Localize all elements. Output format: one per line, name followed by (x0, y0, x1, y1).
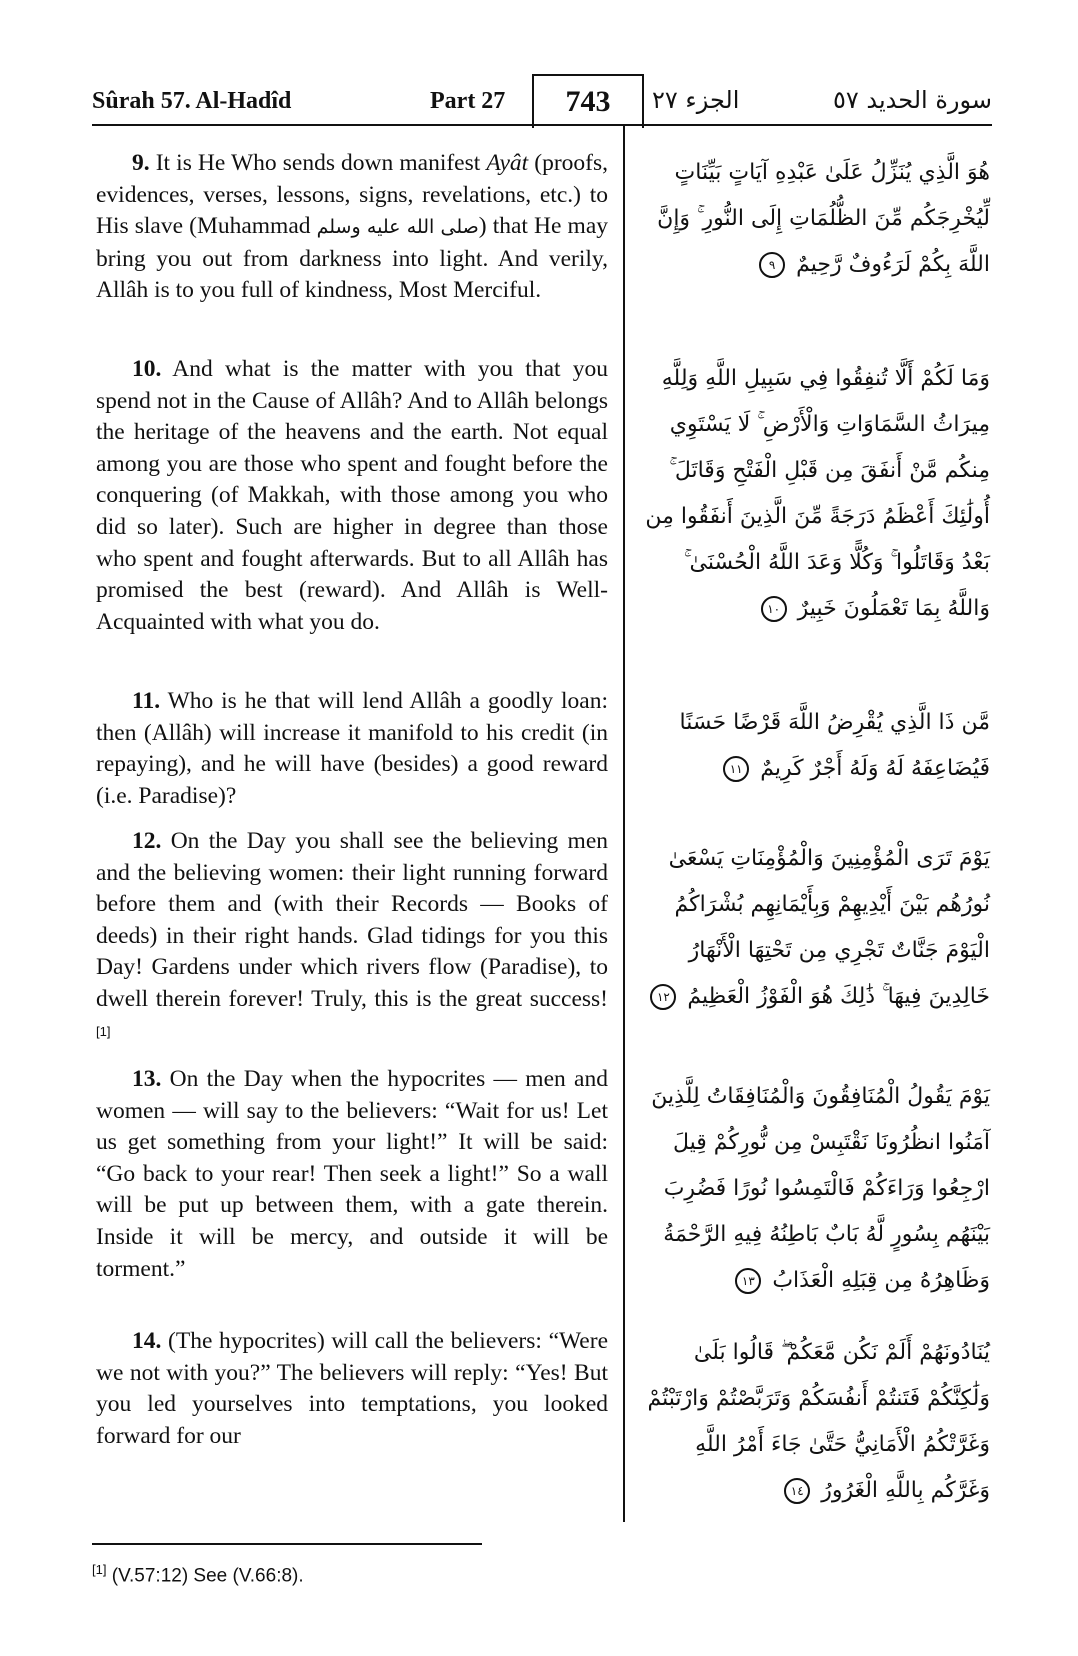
ayah-end-marker: ٩ (759, 252, 785, 278)
verse-text: On the Day you shall see the believing men and the believing women: their light running forward before them and (with their Records — Books of deeds) in their right hands. Glad tidings for you this Day! Gardens under which rivers flow (Paradise), to dwell therein forever! Truly, this is the great success! (96, 828, 608, 1012)
verse-12-translation (96, 826, 608, 1054)
verse-12-arabic (640, 836, 990, 1020)
verse-11-arabic (640, 700, 990, 792)
verse-text: Who is he that will lend Allâh a goodly loan: then (Allâh) will increase it manifold to his credit (in repaying), and he will have (besides) a good reward (i.e. Paradise)? (96, 688, 608, 809)
verse-11-translation (96, 686, 608, 812)
verse-number: 14. (132, 1328, 162, 1354)
verse-13-translation (96, 1064, 608, 1285)
verse-number: 12. (132, 828, 162, 854)
page-number: 743 (532, 74, 644, 128)
column-divider (623, 124, 625, 1522)
ayah-end-marker: ١٢ (650, 984, 676, 1010)
verse-text-end: ) that He may bring you out from darkness into light. And verily, Allâh is to you full of kindness, Most Merciful. (96, 213, 609, 304)
verse-10-translation (96, 354, 608, 638)
verse-number: 11. (132, 688, 161, 714)
salawat: صلى الله عليه وسلم (316, 216, 479, 239)
ayah-end-marker: ١٠ (761, 596, 787, 622)
footnote-rule (92, 1543, 482, 1545)
header-rule (92, 124, 992, 126)
arabic-text: يُنَادُونَهُمْ أَلَمْ نَكُن مَّعَكُمْ ۖ قَالُوا بَلَىٰ وَلَٰكِنَّكُمْ فَتَنتُمْ أَنفُسَكُمْ وَتَرَبَّصْتُمْ وَارْتَبْتُمْ وَغَرَّتْكُمُ الْأَمَانِيُّ حَتَّىٰ جَاءَ أَمْرُ اللَّهِ وَغَرَّكُم بِاللَّهِ الْغَرُورُ (647, 1340, 990, 1503)
verse-text: On the Day when the hypocrites — men and women — will say to the believers: “Wait for us! Let us get something from your light!” It will be said: “Go back to your rear! Then seek a light!” So a wall will be put up between them, with a gate therein. Inside it will be mercy, and outside it will be torment.” (96, 1066, 608, 1282)
verse-14-arabic (640, 1330, 990, 1514)
verse-text: And what is the matter with you that you spend not in the Cause of Allâh? And to Allâh belongs the heritage of the heavens and the earth. Not equal among you are those who spent and fought before the conquering (of Makkah, with those among you who did so later). Such are higher in degree than those who spent and fought afterwards. But to all Allâh has promised the best (reward). And Allâh is Well-Acquainted with what you do. (96, 356, 608, 635)
arabic-text: يَوْمَ يَقُولُ الْمُنَافِقُونَ وَالْمُنَافِقَاتُ لِلَّذِينَ آمَنُوا انظُرُونَا نَقْتَبِسْ مِن نُّورِكُمْ قِيلَ ارْجِعُوا وَرَاءَكُمْ فَالْتَمِسُوا نُورًا فَضُرِبَ بَيْنَهُم بِسُورٍ لَّهُ بَابٌ بَاطِنُهُ فِيهِ الرَّحْمَةُ وَظَاهِرُهُ مِن قِبَلِهِ الْعَذَابُ (651, 1084, 990, 1293)
part-label-en: Part 27 (430, 88, 506, 114)
verse-italic-term: Ayât (486, 150, 529, 176)
verse-9-arabic (640, 150, 990, 288)
arabic-text: مَّن ذَا الَّذِي يُقْرِضُ اللَّهَ قَرْضًا حَسَنًا فَيُضَاعِفَهُ لَهُ وَلَهُ أَجْرٌ كَرِيمٌ (679, 710, 990, 781)
verse-text-cont: (proofs, evidences, verses, lessons, signs, revelations, etc.) to His slave (Muhammad (96, 150, 609, 240)
verse-10-arabic (640, 356, 990, 632)
footnote-marker: [1] (92, 1562, 107, 1577)
part-label-ar: الجزء ٢٧ (652, 86, 740, 114)
footnote-ref[interactable]: [1] (96, 1023, 111, 1039)
arabic-text: وَمَا لَكُمْ أَلَّا تُنفِقُوا فِي سَبِيلِ اللَّهِ وَلِلَّهِ مِيرَاثُ السَّمَاوَاتِ وَالْأَرْضِ ۚ لَا يَسْتَوِي مِنكُم مَّنْ أَنفَقَ مِن قَبْلِ الْفَتْحِ وَقَاتَلَ ۚ أُولَٰئِكَ أَعْظَمُ دَرَجَةً مِّنَ الَّذِينَ أَنفَقُوا مِن بَعْدُ وَقَاتَلُوا ۚ وَكُلًّا وَعَدَ اللَّهُ الْحُسْنَىٰ ۚ وَاللَّهُ بِمَا تَعْمَلُونَ خَبِيرٌ (645, 366, 990, 621)
verse-text: (The hypocrites) will call the believers: “Were we not with you?” The believers will reply: “Yes! But you led yourselves into temptations, you looked forward for our (96, 1328, 608, 1449)
footnote-text: (V.57:12) See (V.66:8). (111, 1565, 304, 1587)
ayah-end-marker: ١١ (723, 756, 749, 782)
arabic-text: هُوَ الَّذِي يُنَزِّلُ عَلَىٰ عَبْدِهِ آيَاتٍ بَيِّنَاتٍ لِّيُخْرِجَكُم مِّنَ الظُّلُمَاتِ إِلَى النُّورِ ۚ وَإِنَّ اللَّهَ بِكُمْ لَرَءُوفٌ رَّحِيمٌ (657, 160, 990, 277)
page-header (92, 74, 992, 126)
verse-number: 10. (132, 356, 162, 382)
surah-title-ar: سورة الحديد ٥٧ (832, 86, 992, 114)
verse-13-arabic (640, 1074, 990, 1304)
ayah-end-marker: ١٤ (784, 1478, 810, 1504)
ayah-end-marker: ١٣ (735, 1268, 761, 1294)
verse-number: 13. (132, 1066, 162, 1092)
verse-14-translation (96, 1326, 608, 1452)
surah-title-en: Sûrah 57. Al-Hadîd (92, 88, 292, 114)
verse-number: 9. (132, 150, 150, 176)
verse-text: It is He Who sends down manifest (155, 150, 481, 176)
arabic-text: يَوْمَ تَرَى الْمُؤْمِنِينَ وَالْمُؤْمِنَاتِ يَسْعَىٰ نُورُهُم بَيْنَ أَيْدِيهِمْ وَبِأَيْمَانِهِم بُشْرَاكُمُ الْيَوْمَ جَنَّاتٌ تَجْرِي مِن تَحْتِهَا الْأَنْهَارُ خَالِدِينَ فِيهَا ۚ ذَٰلِكَ هُوَ الْفَوْزُ الْعَظِيمُ (668, 846, 990, 1009)
footnote (92, 1562, 304, 1587)
verse-9-translation (96, 148, 608, 307)
